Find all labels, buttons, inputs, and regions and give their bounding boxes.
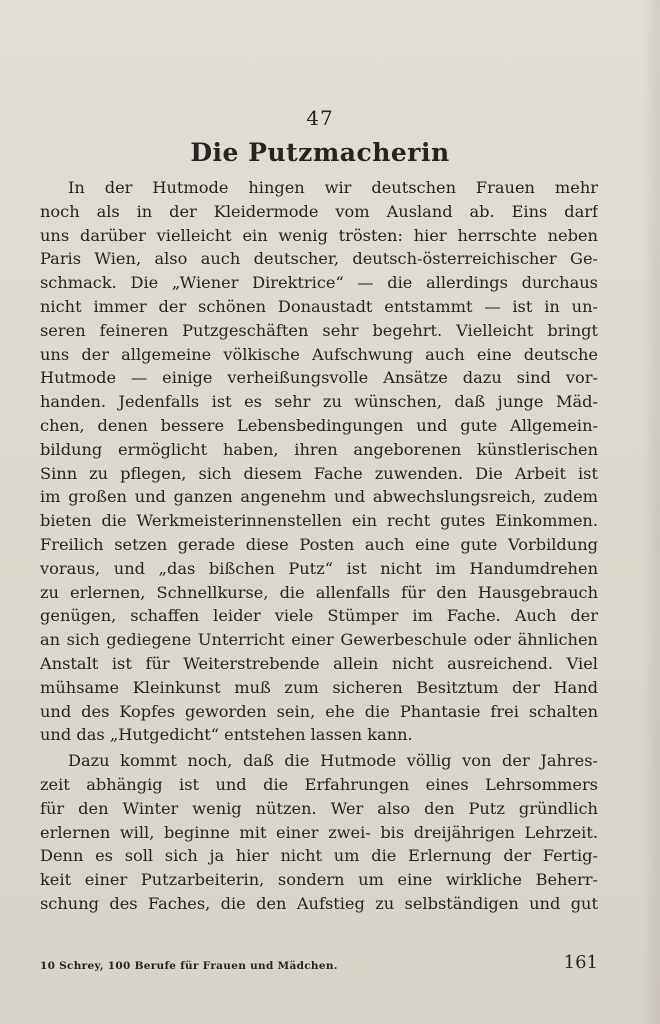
text-line: seren feineren Putzgeschäften sehr begehrt. Vielleicht bringt: [40, 320, 598, 340]
page-footer: [40, 952, 598, 978]
text-line: handen. Jedenfalls ist es sehr zu wünschen, daß junge Mäd-: [40, 392, 598, 412]
text-line: Hutmode — einige verheißungsvolle Ansätze dazu sind vor-: [40, 368, 598, 388]
text-line: Paris Wien, also auch deutscher, deutsch-österreichischer Ge-: [40, 249, 598, 269]
text-line: bildung ermöglicht haben, ihren angeborenen künstlerischen: [40, 439, 598, 459]
text-line: schung des Faches, die den Aufstieg zu selbständigen und gut: [40, 893, 598, 913]
page-number: 161: [563, 952, 598, 973]
text-line: chen, denen bessere Lebensbedingungen und gute Allgemein-: [40, 415, 598, 435]
text-line: uns der allgemeine völkische Aufschwung auch eine deutsche: [40, 344, 598, 364]
text-line: erlernen will, beginne mit einer zwei- bis dreijährigen Lehrzeit.: [40, 822, 598, 842]
body-text: [40, 176, 598, 916]
text-line: Freilich setzen gerade diese Posten auch eine gute Vorbildung: [40, 534, 598, 554]
text-line: nicht immer der schönen Donaustadt entstammt — ist in un-: [40, 296, 598, 316]
text-line: uns darüber vielleicht ein wenig trösten: hier herrschte neben: [40, 225, 598, 245]
text-line: bieten die Werkmeisterinnenstellen ein recht gutes Einkommen.: [40, 511, 598, 531]
text-line: keit einer Putzarbeiterin, sondern um eine wirkliche Beherr-: [40, 870, 598, 890]
text-line: für den Winter wenig nützen. Wer also den Putz gründlich: [40, 798, 598, 818]
chapter-number: 47: [306, 106, 334, 130]
text-line: im großen und ganzen angenehm und abwechslungsreich, zudem: [40, 487, 598, 507]
text-line: Denn es soll sich ja hier nicht um die Erlernung der Fertig-: [40, 846, 598, 866]
text-line: zu erlernen, Schnellkurse, die allenfalls für den Hausgebrauch: [40, 582, 598, 602]
text-line: und des Kopfes geworden sein, ehe die Phantasie frei schalten: [40, 701, 598, 721]
footer-signature-note: 10 Schrey, 100 Berufe für Frauen und Mädchen.: [40, 960, 338, 972]
text-line: Sinn zu pflegen, sich diesem Fache zuwenden. Die Arbeit ist: [40, 463, 598, 483]
text-line: voraus, und „das bißchen Putz“ ist nicht im Handumdrehen: [40, 558, 598, 578]
text-line: und das „Hutgedicht“ entstehen lassen kann.: [40, 725, 413, 745]
paragraph: [40, 749, 598, 916]
text-line: noch als in der Kleidermode vom Ausland ab. Eins darf: [40, 201, 598, 221]
text-line: In der Hutmode hingen wir deutschen Frauen mehr: [68, 178, 598, 197]
page-edge-shadow: [642, 0, 660, 1024]
text-line: mühsame Kleinkunst muß zum sicheren Besitztum der Hand: [40, 677, 598, 697]
text-line: genügen, schaffen leider viele Stümper im Fache. Auch der: [40, 606, 598, 626]
chapter-title: Die Putzmacherin: [190, 138, 450, 167]
paragraph: [40, 176, 598, 747]
text-line: Dazu kommt noch, daß die Hutmode völlig von der Jahres-: [68, 751, 598, 771]
text-line: Anstalt ist für Weiterstrebende allein nicht ausreichend. Viel: [40, 653, 598, 673]
text-line: schmack. Die „Wiener Direktrice“ — die allerdings durchaus: [40, 273, 598, 293]
text-line: an sich gediegene Unterricht einer Gewerbeschule oder ähnlichen: [40, 630, 598, 650]
text-line: zeit abhängig ist und die Erfahrungen eines Lehrsommers: [40, 774, 598, 794]
